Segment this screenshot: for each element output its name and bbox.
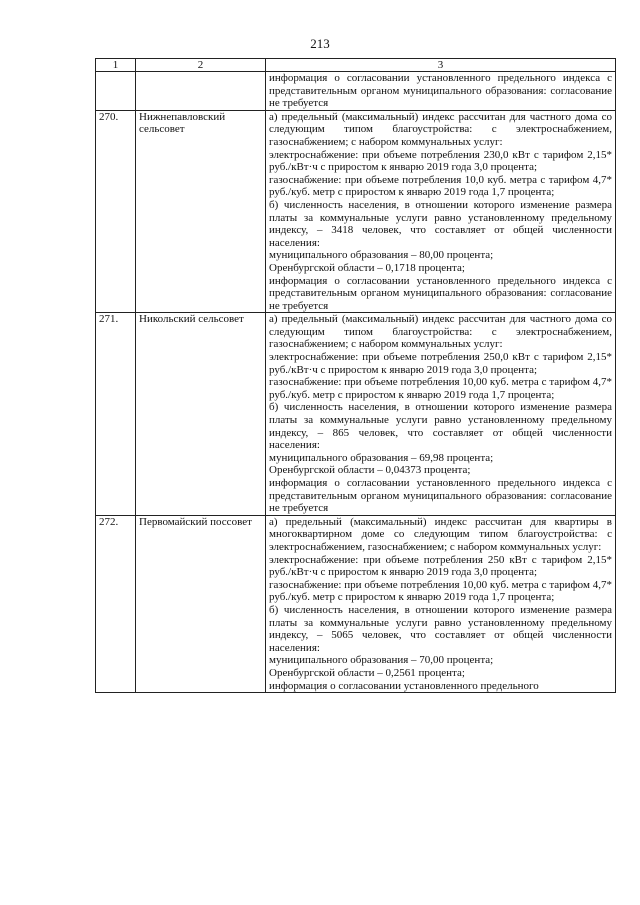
paragraph: муниципального образования – 70,00 процента; (269, 654, 494, 667)
paragraph: электроснабжение: при объеме потребления 250,0 кВт с тарифом 2,15* руб./кВт·ч с приростом к январю 2019 года 3,0 процента; (269, 351, 612, 376)
municipality-name: Никольский сельсовет (136, 313, 266, 516)
row-text (266, 313, 616, 516)
header-cell-3: 3 (266, 59, 616, 72)
municipality-name: Первомайский поссовет (136, 515, 266, 692)
paragraph: б) численность населения, в отношении которого изменение размера платы за коммунальные услуги равно установленному предельному индексу, – 5065 человек, что составляет от общей численности населения: (269, 603, 612, 654)
paragraph: муниципального образования – 69,98 процента; (269, 451, 494, 464)
table-header-row (96, 59, 616, 72)
paragraph: б) численность населения, в отношении которого изменение размера платы за коммунальные услуги равно установленному предельному индексу, – 865 человек, что составляет от общей численности населения: (269, 401, 612, 452)
paragraph: информация о согласовании установленного предельного (269, 679, 539, 692)
header-cell-1: 1 (96, 59, 136, 72)
paragraph: информация о согласовании установленного предельного индекса с представительным органом муниципального образования: согласование не требуется (269, 274, 612, 312)
table-row (96, 110, 616, 313)
paragraph: а) предельный (максимальный) индекс рассчитан для квартиры в многоквартирном доме со следующим типом благоустройства: с электроснабжением, газоснабжением; с набором коммунальных услуг: (269, 515, 612, 553)
paragraph: электроснабжение: при объеме потребления 250 кВт с тарифом 2,15* руб./кВт·ч с приростом к январю 2019 года 3,0 процента; (269, 553, 612, 579)
paragraph: б) численность населения, в отношении которого изменение размера платы за коммунальные услуги равно установленному предельному индексу, – 3418 человек, что составляет от общей численности населения: (269, 198, 612, 249)
paragraph: Оренбургской области – 0,04373 процента; (269, 464, 471, 477)
paragraph: газоснабжение: при объеме потребления 10,00 куб. метра с тарифом 4,7* руб./куб. метр с приростом к январю 2019 года 1,7 процента; (269, 578, 612, 604)
document-table (95, 58, 616, 693)
row-number: 272. (96, 515, 136, 692)
continuation-name-cell (136, 72, 266, 111)
continuation-number-cell (96, 72, 136, 111)
municipality-name: Нижнепавловский сельсовет (136, 110, 266, 313)
page-number: 213 (310, 36, 330, 51)
header-cell-2: 2 (136, 59, 266, 72)
row-number: 271. (96, 313, 136, 516)
paragraph: газоснабжение: при объеме потребления 10,0 куб. метра с тарифом 4,7* руб./куб. метр с приростом к январю 2019 года 1,7 процента; (269, 173, 612, 199)
paragraph: электроснабжение: при объеме потребления 230,0 кВт с тарифом 2,15* руб./кВт·ч с приростом к январю 2019 года 3,0 процента; (269, 148, 612, 174)
paragraph: информация о согласовании установленного предельного индекса с представительным органом муниципального образования: согласование не требуется (269, 477, 612, 515)
row-text (266, 515, 616, 692)
table-row (96, 313, 616, 516)
paragraph: информация о согласовании установленного предельного индекса с представительным органом муниципального образования: согласование не требуется (269, 72, 612, 110)
table-row (96, 515, 616, 692)
paragraph: Оренбургской области – 0,2561 процента; (269, 666, 465, 679)
continuation-row (96, 72, 616, 111)
paragraph: муниципального образования – 80,00 процента; (269, 249, 494, 262)
paragraph: а) предельный (максимальный) индекс рассчитан для частного дома со следующим типом благоустройства: с электроснабжением, газоснабжением; с набором коммунальных услуг: (269, 110, 612, 148)
paragraph: газоснабжение: при объеме потребления 10,00 куб. метра с тарифом 4,7* руб./куб. метр с приростом к январю 2019 года 1,7 процента; (269, 376, 612, 401)
continuation-text-cell (266, 72, 616, 111)
paragraph: Оренбургской области – 0,1718 процента; (269, 261, 465, 274)
paragraph: а) предельный (максимальный) индекс рассчитан для частного дома со следующим типом благоустройства: с электроснабжением, газоснабжением; с набором коммунальных услуг: (269, 313, 612, 351)
row-text (266, 110, 616, 313)
row-number: 270. (96, 110, 136, 313)
